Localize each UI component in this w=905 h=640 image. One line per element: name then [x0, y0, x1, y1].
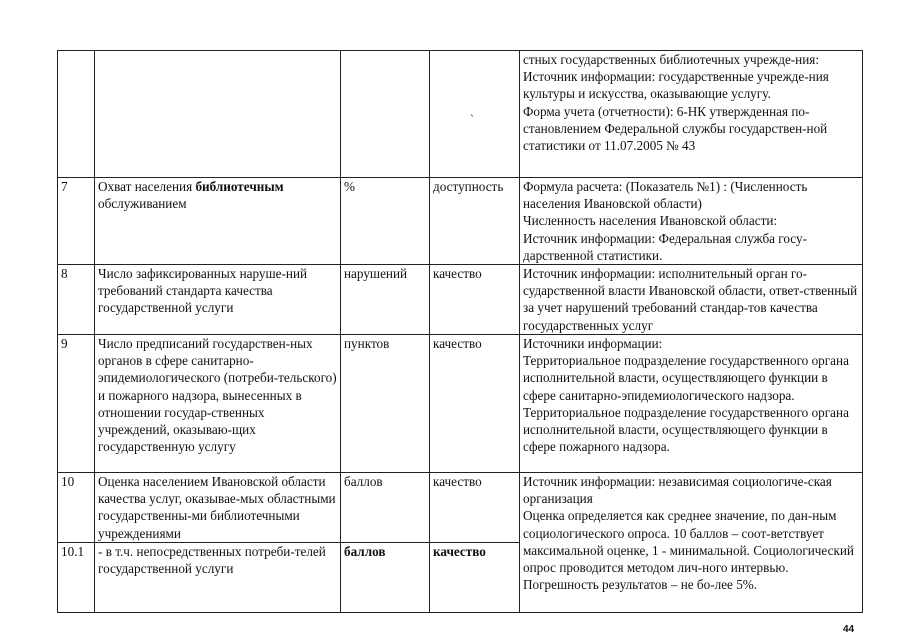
- table-row: [58, 265, 863, 335]
- method-paragraph: Форма учета (отчетности): 6-НК утвержденная по-становлением Федеральной службы государствен-ной статистики от 11.07.2005 № 43: [523, 103, 828, 154]
- indicator-type: качество: [430, 543, 520, 613]
- row-number: 9: [58, 335, 95, 473]
- indicator-type: качество: [430, 473, 520, 543]
- indicator-type: доступность: [430, 178, 520, 265]
- calculation-method: [520, 473, 863, 613]
- calculation-method: [520, 51, 863, 178]
- calculation-method: [520, 335, 863, 473]
- method-paragraph: Территориальное подразделение государственного органа исполнительной власти, осуществляющего функции в сфере санитарно-эпидемиологического надзора.: [523, 353, 849, 403]
- row-number: 10: [58, 473, 95, 543]
- indicator-unit: баллов: [341, 543, 430, 613]
- method-paragraph: Источник информации: государственные учрежде-ния культуры и искусства, оказывающие услугу.: [523, 69, 829, 102]
- method-paragraph: Территориальное подразделение государственного органа исполнительной власти, осуществляющего функции в сфере пожарного надзора.: [523, 404, 849, 455]
- indicator-unit: %: [341, 178, 430, 265]
- method-paragraph: Формула расчета: (Показатель №1) : (Численность населения Ивановской области): [523, 179, 808, 212]
- table-row: [58, 51, 863, 178]
- indicator-type: качество: [430, 265, 520, 335]
- stray-mark: `: [470, 112, 474, 126]
- indicators-table: [57, 50, 863, 613]
- row-number: 7: [58, 178, 95, 265]
- indicator-unit: пунктов: [341, 335, 430, 473]
- table-row: [58, 178, 863, 265]
- row-number: [58, 51, 95, 178]
- indicator-name: Оценка населением Ивановской области качества услуг, оказывае-мых областными государственны-ми библиотечными учреждениями: [95, 473, 341, 543]
- indicator-unit: [341, 51, 430, 178]
- indicator-name: Охват населения библиотечным обслуживанием: [95, 178, 341, 265]
- page-number: 44: [843, 624, 855, 635]
- method-paragraph: Источники информации:: [523, 336, 663, 352]
- method-paragraph: Источник информации: независимая социологиче-ская организация: [523, 474, 832, 507]
- indicator-unit: нарушений: [341, 265, 430, 335]
- method-paragraph: Оценка определяется как среднее значение, по дан-ным социологического опроса. 10 баллов – соот-ветствует максимальной оценке, 1 - минимальной. Социологический опрос проводится методом лич-ного интервью. Погрешность результатов – не бо-лее 5%.: [523, 508, 854, 593]
- indicator-type: [430, 51, 520, 178]
- row-number: 10.1: [58, 543, 95, 613]
- method-paragraph: Численность населения Ивановской области:: [523, 213, 778, 229]
- indicator-name: Число зафиксированных наруше-ний требований стандарта качества государственной услуги: [95, 265, 341, 335]
- indicator-name: - в т.ч. непосредственных потреби-телей государственной услуги: [95, 543, 341, 613]
- indicator-name: [95, 51, 341, 178]
- indicator-unit: баллов: [341, 473, 430, 543]
- table-row: [58, 473, 863, 543]
- indicator-type: качество: [430, 335, 520, 473]
- method-paragraph: Источник информации: Федеральная служба госу-дарственной статистики.: [523, 230, 807, 263]
- calculation-method: [520, 178, 863, 265]
- indicator-name: Число предписаний государствен-ных органов в сфере санитарно-эпидемиологического (потреби-тельского) и пожарного надзора, вынесенных в отношении государ-ственных учреждений, оказываю-щих государственную услугу: [95, 335, 341, 473]
- method-paragraph: стных государственных библиотечных учрежде-ния:: [523, 52, 820, 67]
- row-number: 8: [58, 265, 95, 335]
- table-row: [58, 335, 863, 473]
- method-paragraph: Источник информации: исполнительный орган го-сударственной власти Ивановской области, ответ-ственный за учет нарушений требований стандар-тов качества государственных услуг: [523, 266, 858, 333]
- calculation-method: [520, 265, 863, 335]
